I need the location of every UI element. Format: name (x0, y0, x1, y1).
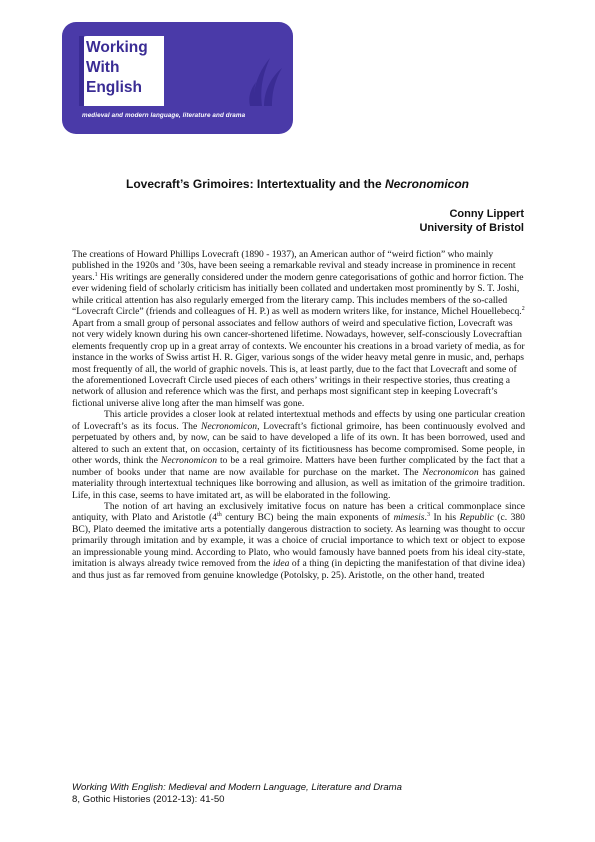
paragraph-1 (72, 249, 525, 409)
footnote-ref-2[interactable]: 2 (521, 306, 525, 313)
logo-line-3: English (86, 79, 142, 96)
author-block (419, 207, 524, 235)
logo-line-1: Working (86, 39, 148, 56)
wave-icon (248, 50, 288, 110)
p3-text-a: The notion of art having an exclusively imitative focus on nature has been a critical commonplace since antiquity, with Plato and Aristotle (4 (72, 500, 525, 524)
p3-italic-2: Republic (459, 512, 494, 524)
p1-text-c: Apart from a small group of personal associates and fellow authors of weird and speculative fiction, Lovecraft was not very widely known during his own cancer-shortened lifetime. Nowadays, however, self-consciously Lovecraftian elements frequently crop up in a great array of contexts. We encounter his creations in a broad variety of media, as for instance in the works of Swiss artist H. R. Giger, various songs of the wider heavy metal genre in music, and, perhaps most frequently of all, the world of graphic novels. This is, at least partly, due to the fact that Lovecraft and some of the aforementioned Lovecraft Circle used pieces of each others’ writings in their respective stories, thus creating a network of allusion and reference which was the first, and perhaps most significant step in keeping Lovecraft’s fictional universe alive long after the man himself was gone. (72, 317, 525, 409)
p2-text-b: , Lovecraft’s fictional grimoire, has been continuously evolved and perpetuated by others and, by now, can be said to have developed a life of its own. It has been borrowed, used and altered to such an extent that, on occasion, certainty of its fictitiousness has become compromised. Some people, in other words, think the (72, 420, 525, 467)
p2-italic-2: Necronomicon (160, 455, 218, 467)
p3-italic-3: idea (272, 558, 290, 570)
footnote-ref-3[interactable]: 3 (426, 512, 430, 519)
page-footer (72, 782, 532, 806)
author-name: Conny Lippert (449, 208, 524, 220)
p3-text-c: . (424, 512, 427, 524)
p2-italic-1: Necronomicon (200, 420, 258, 432)
logo-text-panel (79, 36, 164, 106)
p2-text-d: has gained materiality through intertextual techniques like borrowing and allusion, as well as imitation of the grimoire tradition. Life, in this case, seems to have imitated art, as will be elaborated in the following. (72, 466, 525, 501)
article-title (60, 177, 535, 191)
p3-text-f: of a thing (in depicting the manifestation of that divine idea) and thus just as far removed from genuine knowledge (Potolsky, p. 25). Aristotle, on the other hand, treated (72, 558, 526, 581)
logo-tagline: medieval and modern language, literature and drama (82, 112, 246, 119)
p2-text-a: This article provides a closer look at related intertextual methods and effects by using one particular creation of Lovecraft’s as its focus. The (72, 409, 525, 432)
p3-superscript: th (217, 512, 222, 519)
author-affiliation: University of Bristol (419, 222, 524, 234)
p2-italic-3: Necronomicon (422, 466, 479, 478)
p2-text-c: to be a real grimoire. Matters have been further complicated by the fact that a number of books under that name are now available for purchase on the market. The (72, 455, 525, 478)
logo-wordmark (86, 38, 148, 98)
footer-issue: 8, Gothic Histories (2012-13): 41-50 (72, 794, 225, 805)
p3-italic-1: mimesis (393, 512, 425, 524)
title-italic: Necronomicon (384, 177, 469, 191)
p3-text-d: In his (429, 512, 460, 524)
p3-text-e: (c. 380 BC), Plato deemed the imitative arts a potentially dangerous distraction to society. As learning was thought to occur primarily through imitation and by example, it was a choice of crucial importance to which text or object to expose an impressionable young mind. According to Plato, who would famously have banned poets from his ideal city-state, imitation is always already twice removed from the (72, 512, 526, 570)
p1-text-b: His writings are generally considered under the modern genre categorisations of gothic and horror fiction. The ever widening field of scholarly criticism has initially been collated and undertaken most prominently by S. T. Joshi, while critical attention has also regularly emerged from the literary camp. This includes members of the so-called “Lovecraft Circle” (friends and colleagues of H. P.) as well as modern writers like, for instance, Michel Houellebecq. (72, 271, 524, 318)
footer-journal: Working With English: Medieval and Modern Language, Literature and Drama (72, 782, 403, 793)
footnote-ref-1[interactable]: 1 (94, 271, 98, 278)
paragraph-3 (72, 501, 525, 581)
logo-line-2: With (86, 59, 120, 76)
paragraph-2 (72, 409, 525, 501)
p3-text-b: century BC) being the main exponents of (221, 512, 394, 524)
article-body (72, 249, 525, 581)
journal-logo (62, 22, 293, 134)
title-main: Lovecraft’s Grimoires: Intertextuality and the (126, 177, 385, 191)
logo-stripe (79, 36, 84, 106)
p1-text-a: The creations of Howard Phillips Lovecraft (1890 - 1937), an American author of “weird fiction” who mainly published in the 1920s and ’30s, have been seeing a remarkable revival and steady increase in prominence in recent years. (72, 249, 516, 283)
